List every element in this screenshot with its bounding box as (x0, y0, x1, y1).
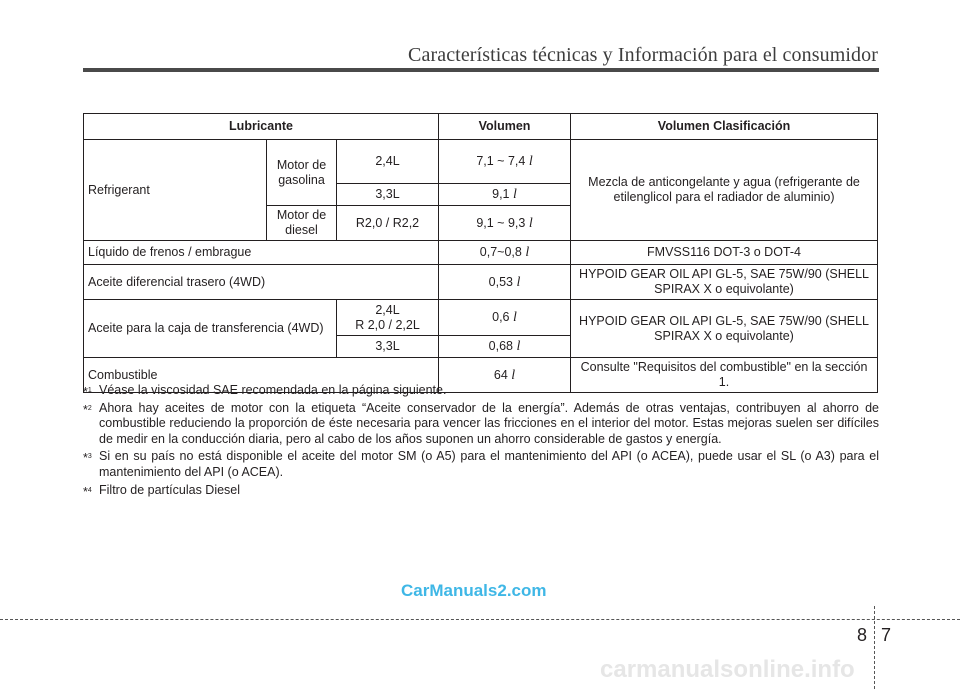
header-volumen: Volumen (439, 114, 571, 140)
footnote-text: Ahora hay aceites de motor con la etiqueta “Aceite conservador de la energía”. Además de otras ventajas, contribuyen al ahorro de combustible reduciendo la proporción de éste necesaria para vencer las fricciones en el interior del motor. Estas mejoras suelen ser difíciles de medir en la conducción diaria, pero al cabo de los años suponen un ahorro considerable de gastos y energía. (99, 400, 879, 446)
liter-unit-icon: l (516, 274, 521, 290)
liter-unit-icon: l (516, 339, 521, 354)
liter-unit-icon: l (511, 367, 516, 383)
footnote (83, 401, 879, 448)
table-row (84, 265, 878, 300)
volume-cell (439, 300, 571, 336)
volume-value: 64 (493, 367, 508, 382)
footnote-marker: *$^1$ (83, 385, 92, 399)
liter-unit-icon: l (513, 187, 517, 202)
volume-cell (439, 336, 571, 358)
volume-value: 9,1 (492, 187, 510, 201)
transferencia-label: Aceite para la caja de transferencia (4WD) (84, 300, 337, 358)
refrigerant-spec: Mezcla de anticongelante y agua (refrigerante de etilenglicol para el radiador de aluminio) (571, 140, 878, 241)
liter-unit-icon: l (513, 310, 517, 325)
header-rule (83, 68, 879, 72)
engine-line: R 2,0 / 2,2L (355, 317, 420, 332)
footnote-marker: *$^2$ (83, 402, 92, 417)
footnote-text: Filtro de partículas Diesel (99, 482, 241, 497)
engine-cell (337, 300, 439, 336)
volume-value: 0,68 (488, 339, 513, 353)
table-row (84, 241, 878, 265)
footnote-marker: *$^4$ (83, 484, 92, 499)
diferencial-spec: HYPOID GEAR OIL API GL-5, SAE 75W/90 (SHELL SPIRAX X o equivolante) (571, 265, 878, 300)
liter-unit-icon: l (528, 215, 533, 231)
volume-cell (439, 206, 571, 241)
footnote-text: Véase la viscosidad SAE recomendada en la página siguiente. (99, 383, 447, 397)
footer-dashed-rule (0, 619, 960, 620)
volume-value: 0,7~0,8 (479, 245, 522, 259)
transferencia-spec: HYPOID GEAR OIL API GL-5, SAE 75W/90 (SHELL SPIRAX X o equivolante) (571, 300, 878, 358)
combustible-spec: Consulte "Requisitos del combustible" en la sección 1. (571, 358, 878, 393)
header-clasificacion: Volumen Clasificación (571, 114, 878, 140)
diesel-label: Motor de diesel (267, 206, 337, 241)
table-header-row (84, 114, 878, 140)
frenos-label: Líquido de frenos / embrague (84, 241, 439, 265)
combustible-label: Combustible (84, 358, 439, 393)
volume-cell (439, 184, 571, 206)
table-row (84, 140, 878, 184)
footnote-marker: *$^3$ (83, 451, 92, 466)
engine-line: 2,4L (375, 302, 400, 317)
refrigerant-label: Refrigerant (84, 140, 267, 241)
volume-cell (439, 241, 571, 265)
page-header-title: Características técnicas y Información para el consumidor (408, 44, 878, 66)
footer-vertical-divider (874, 606, 875, 689)
footnote (83, 449, 879, 480)
footnotes (83, 383, 879, 500)
carmanualsonline-watermark: carmanualsonline.info (600, 656, 855, 683)
footnote (83, 383, 879, 399)
volume-value: 7,1 ~ 7,4 (476, 154, 526, 168)
volume-value: 0,53 (488, 274, 513, 289)
engine-cell: 3,3L (337, 336, 439, 358)
footnote (83, 483, 879, 499)
volume-cell (439, 140, 571, 184)
table-row (84, 300, 878, 336)
header-lubricante: Lubricante (84, 114, 439, 140)
engine-cell: 3,3L (337, 184, 439, 206)
lubricant-spec-table (83, 113, 878, 393)
liter-unit-icon: l (528, 154, 533, 169)
liter-unit-icon: l (525, 245, 530, 260)
engine-cell: 2,4L (337, 140, 439, 184)
engine-cell: R2,0 / R2,2 (337, 206, 439, 241)
volume-value: 9,1 ~ 9,3 (476, 215, 526, 230)
volume-cell (439, 265, 571, 300)
diferencial-label: Aceite diferencial trasero (4WD) (84, 265, 439, 300)
carmanuals-watermark: CarManuals2.com (401, 581, 547, 600)
page-number: 7 (881, 625, 892, 645)
gasolina-label: Motor de gasolina (267, 140, 337, 206)
frenos-spec: FMVSS116 DOT-3 o DOT-4 (571, 241, 878, 265)
volume-value: 0,6 (492, 310, 510, 324)
chapter-number: 8 (857, 625, 868, 645)
footnote-text: Si en su país no está disponible el aceite del motor SM (o A5) para el mantenimiento del API (o ACEA), puede usar el SL (o A3) para el mantenimiento del API (o ACEA). (99, 449, 879, 479)
